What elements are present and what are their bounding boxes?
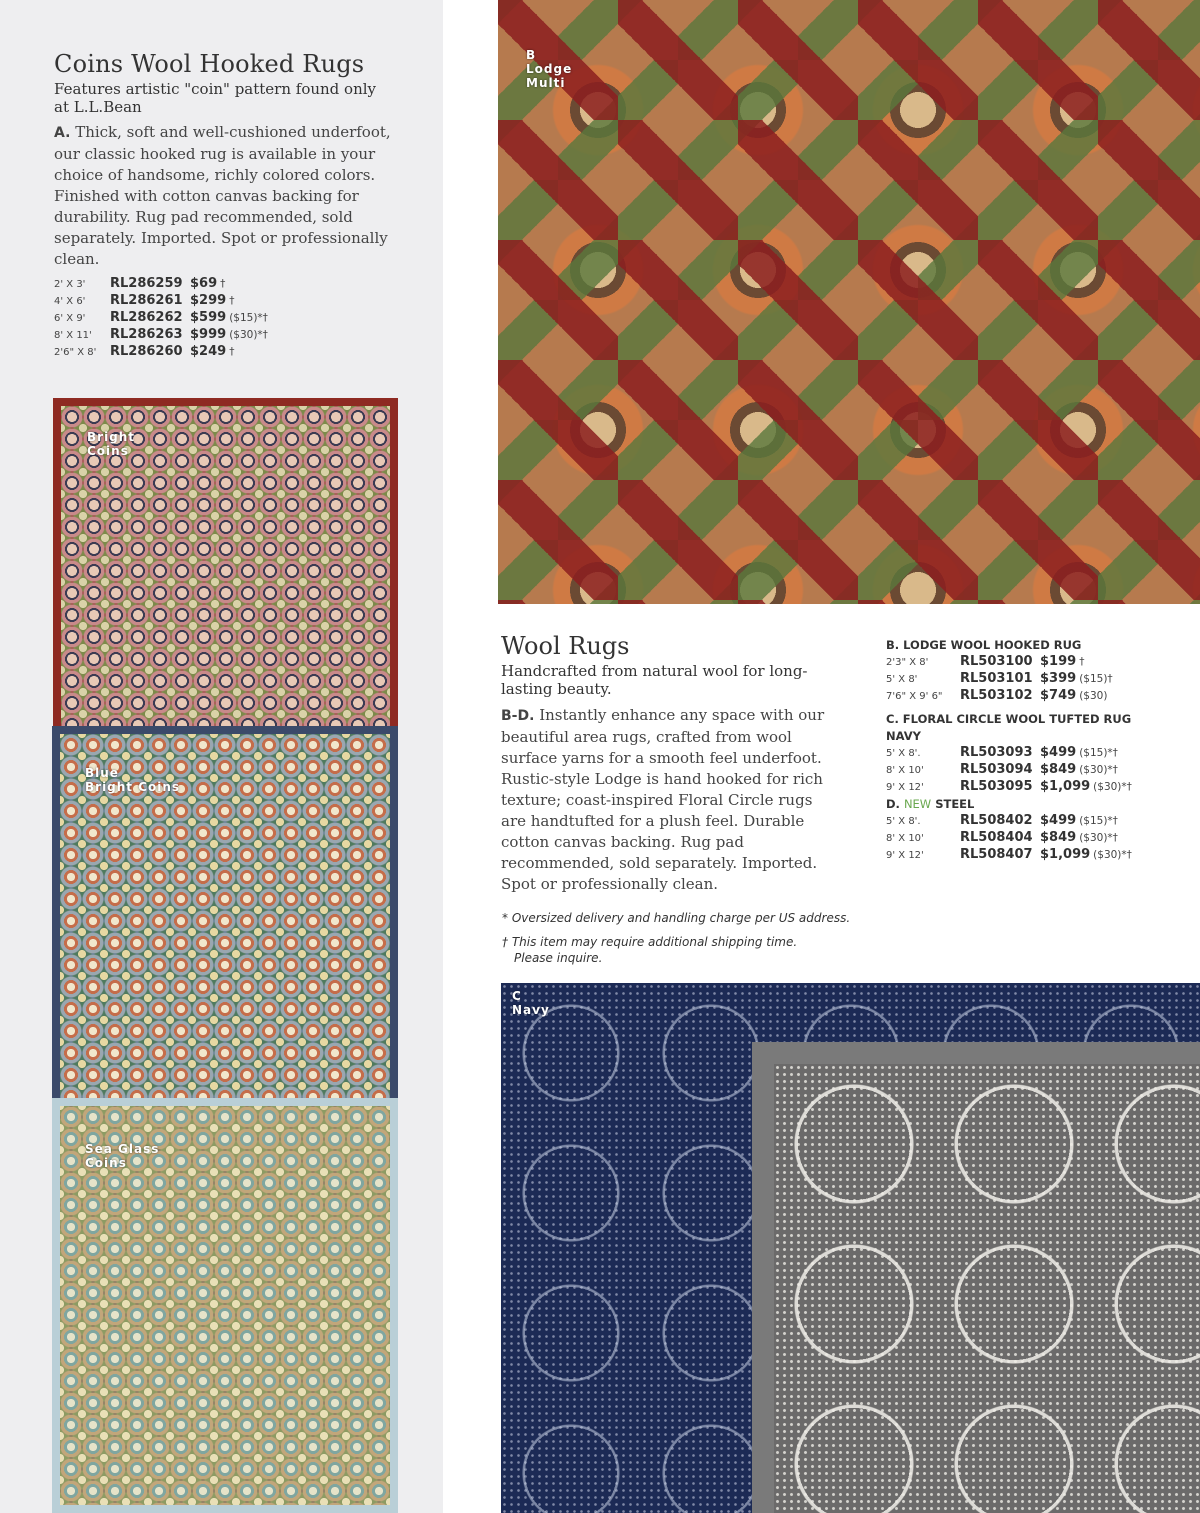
price: $69 — [190, 276, 218, 291]
price: $849 — [1040, 762, 1077, 777]
price-row — [54, 276, 268, 293]
price: $849 — [1040, 830, 1077, 845]
size: 2'6" X 8' — [54, 347, 97, 358]
item-number: RL286261 — [110, 293, 183, 308]
product-heading: B. LODGE WOOL HOOKED RUG — [886, 638, 1082, 652]
rug-label-letter: C — [512, 989, 522, 1003]
rug-label — [87, 430, 135, 458]
wool-body-text: Instantly enhance any space with our beautiful area rugs, crafted from wool surface yarns for a smooth feel underfoot. Rustic-style Lodge is hand hooked for rich texture; coast-inspired Floral Circle rugs are handtufted for a plush feel. Durable cotton canvas backing. Rug pad recommended, sold separately. Imported. Spot or professionally clean. — [501, 706, 825, 893]
rug-label — [85, 1142, 159, 1170]
new-badge: NEW — [903, 797, 932, 811]
size: 8' X 10' — [886, 833, 924, 844]
price: $499 — [1040, 745, 1077, 760]
price-row — [886, 671, 1132, 688]
rug-label-line: Bright Coins — [85, 780, 181, 794]
rug-image-sea-glass-coins[interactable] — [52, 1098, 398, 1513]
footnote-line: Please inquire. — [514, 951, 603, 965]
coins-title: Coins Wool Hooked Rugs — [54, 50, 365, 78]
price-row — [886, 813, 1132, 830]
item-number: RL286260 — [110, 344, 183, 359]
item-number: RL503101 — [960, 671, 1033, 686]
price-row — [54, 327, 268, 344]
price-note: † — [1079, 656, 1085, 668]
size: 5' X 8' — [886, 674, 918, 685]
size: 2'3" X 8' — [886, 657, 929, 668]
price-row — [886, 745, 1132, 762]
price-note: ($30)*† — [1079, 832, 1118, 844]
price-row — [886, 688, 1132, 705]
wool-letter: B-D. — [501, 708, 535, 724]
price: $399 — [1040, 671, 1077, 686]
rug-label-letter: D — [764, 1046, 775, 1060]
price-row — [54, 310, 268, 327]
item-number: RL503100 — [960, 654, 1033, 669]
rug-label — [512, 989, 550, 1017]
item-number: RL503095 — [960, 779, 1033, 794]
coins-price-list — [54, 276, 268, 361]
size: 9' X 12' — [886, 850, 924, 861]
price-note: ($30)*† — [1079, 764, 1118, 776]
rug-label-line: Bright — [87, 430, 136, 444]
coins-body-text: Thick, soft and well-cushioned underfoot, our classic hooked rug is available in your choice of handsome, richly colored colors. Finished with cotton canvas backing for durability. Rug pad recommended, sold separately. Imported. Spot or professionally clean. — [54, 123, 391, 268]
price-row — [886, 654, 1132, 671]
price-note: ($30) — [1079, 690, 1108, 702]
price-note: † — [229, 346, 235, 358]
price-note: † — [220, 278, 226, 290]
rug-image-blue-bright-coins[interactable] — [52, 726, 398, 1116]
size: 9' X 12' — [886, 782, 924, 793]
rug-label-letter: B — [526, 48, 537, 62]
price: $299 — [190, 293, 227, 308]
footnote-shipping — [502, 934, 797, 966]
rug-label-line: Coins — [85, 1156, 127, 1170]
price: $1,099 — [1040, 779, 1091, 794]
size: 5' X 8'. — [886, 816, 921, 827]
price: $499 — [1040, 813, 1077, 828]
coins-letter: A. — [54, 125, 71, 141]
rug-label — [764, 1046, 825, 1060]
price-row — [886, 847, 1132, 864]
rug-label-line: Coins — [87, 444, 129, 458]
price-note: ($15)*† — [229, 312, 268, 324]
price: $749 — [1040, 688, 1077, 703]
price: $1,099 — [1040, 847, 1091, 862]
price-note: ($15)† — [1079, 673, 1113, 685]
rug-label-line: Blue — [85, 766, 119, 780]
footnote-oversized: * Oversized delivery and handling charge per US address. — [502, 911, 851, 925]
size: 8' X 10' — [886, 765, 924, 776]
price: $249 — [190, 344, 227, 359]
price-note: ($30)*† — [229, 329, 268, 341]
price-note: ($15)*† — [1079, 815, 1118, 827]
item-number: RL508402 — [960, 813, 1033, 828]
price-row — [886, 779, 1132, 796]
item-number: RL286263 — [110, 327, 183, 342]
size: 2' X 3' — [54, 279, 86, 290]
product-heading — [886, 796, 1132, 813]
item-number: RL503093 — [960, 745, 1033, 760]
item-number: RL503102 — [960, 688, 1033, 703]
price-row — [54, 293, 268, 310]
price: $999 — [190, 327, 227, 342]
price-row — [886, 762, 1132, 779]
wool-description — [501, 705, 831, 895]
rug-image-lodge-multi[interactable] — [498, 0, 1200, 604]
price-note: ($30)*† — [1093, 781, 1132, 793]
price: $199 — [1040, 654, 1077, 669]
product-heading-color: NAVY — [886, 729, 921, 743]
price-note: ($30)*† — [1093, 849, 1132, 861]
price: $599 — [190, 310, 227, 325]
wool-title: Wool Rugs — [501, 632, 630, 660]
rug-image-bright-coins[interactable] — [53, 398, 398, 748]
price-note: † — [229, 295, 235, 307]
size: 5' X 8'. — [886, 748, 921, 759]
steel-name: STEEL — [935, 797, 975, 811]
rug-label-line: Multi — [526, 76, 566, 90]
product-heading: C. FLORAL CIRCLE WOOL TUFTED RUG — [886, 712, 1132, 726]
size: 4' X 6' — [54, 296, 86, 307]
rug-label-line: Sea Glass — [85, 1142, 160, 1156]
price-row — [886, 830, 1132, 847]
size: 7'6" X 9' 6" — [886, 691, 943, 702]
wool-subtitle: Handcrafted from natural wool for long-lasting beauty. — [501, 662, 808, 698]
item-number: RL286262 — [110, 310, 183, 325]
rug-label — [526, 48, 572, 90]
item-number: RL508404 — [960, 830, 1033, 845]
footnote-line: † This item may require additional shipping time. — [502, 935, 798, 949]
rug-label-line: Steel — [785, 1046, 826, 1060]
steel-letter: D. — [886, 797, 900, 811]
rug-label-line: Lodge — [526, 62, 573, 76]
price-row — [54, 344, 268, 361]
wool-price-list — [886, 637, 1132, 864]
price-note: ($15)*† — [1079, 747, 1118, 759]
rug-image-floral-circle-steel[interactable] — [752, 1042, 1200, 1513]
item-number: RL503094 — [960, 762, 1033, 777]
size: 8' X 11' — [54, 330, 92, 341]
coins-description — [54, 122, 394, 270]
item-number: RL286259 — [110, 276, 183, 291]
rug-label — [85, 766, 180, 794]
rug-label-line: Navy — [512, 1003, 550, 1017]
coins-subtitle: Features artistic "coin" pattern found only at L.L.Bean — [54, 80, 377, 116]
item-number: RL508407 — [960, 847, 1033, 862]
size: 6' X 9' — [54, 313, 86, 324]
